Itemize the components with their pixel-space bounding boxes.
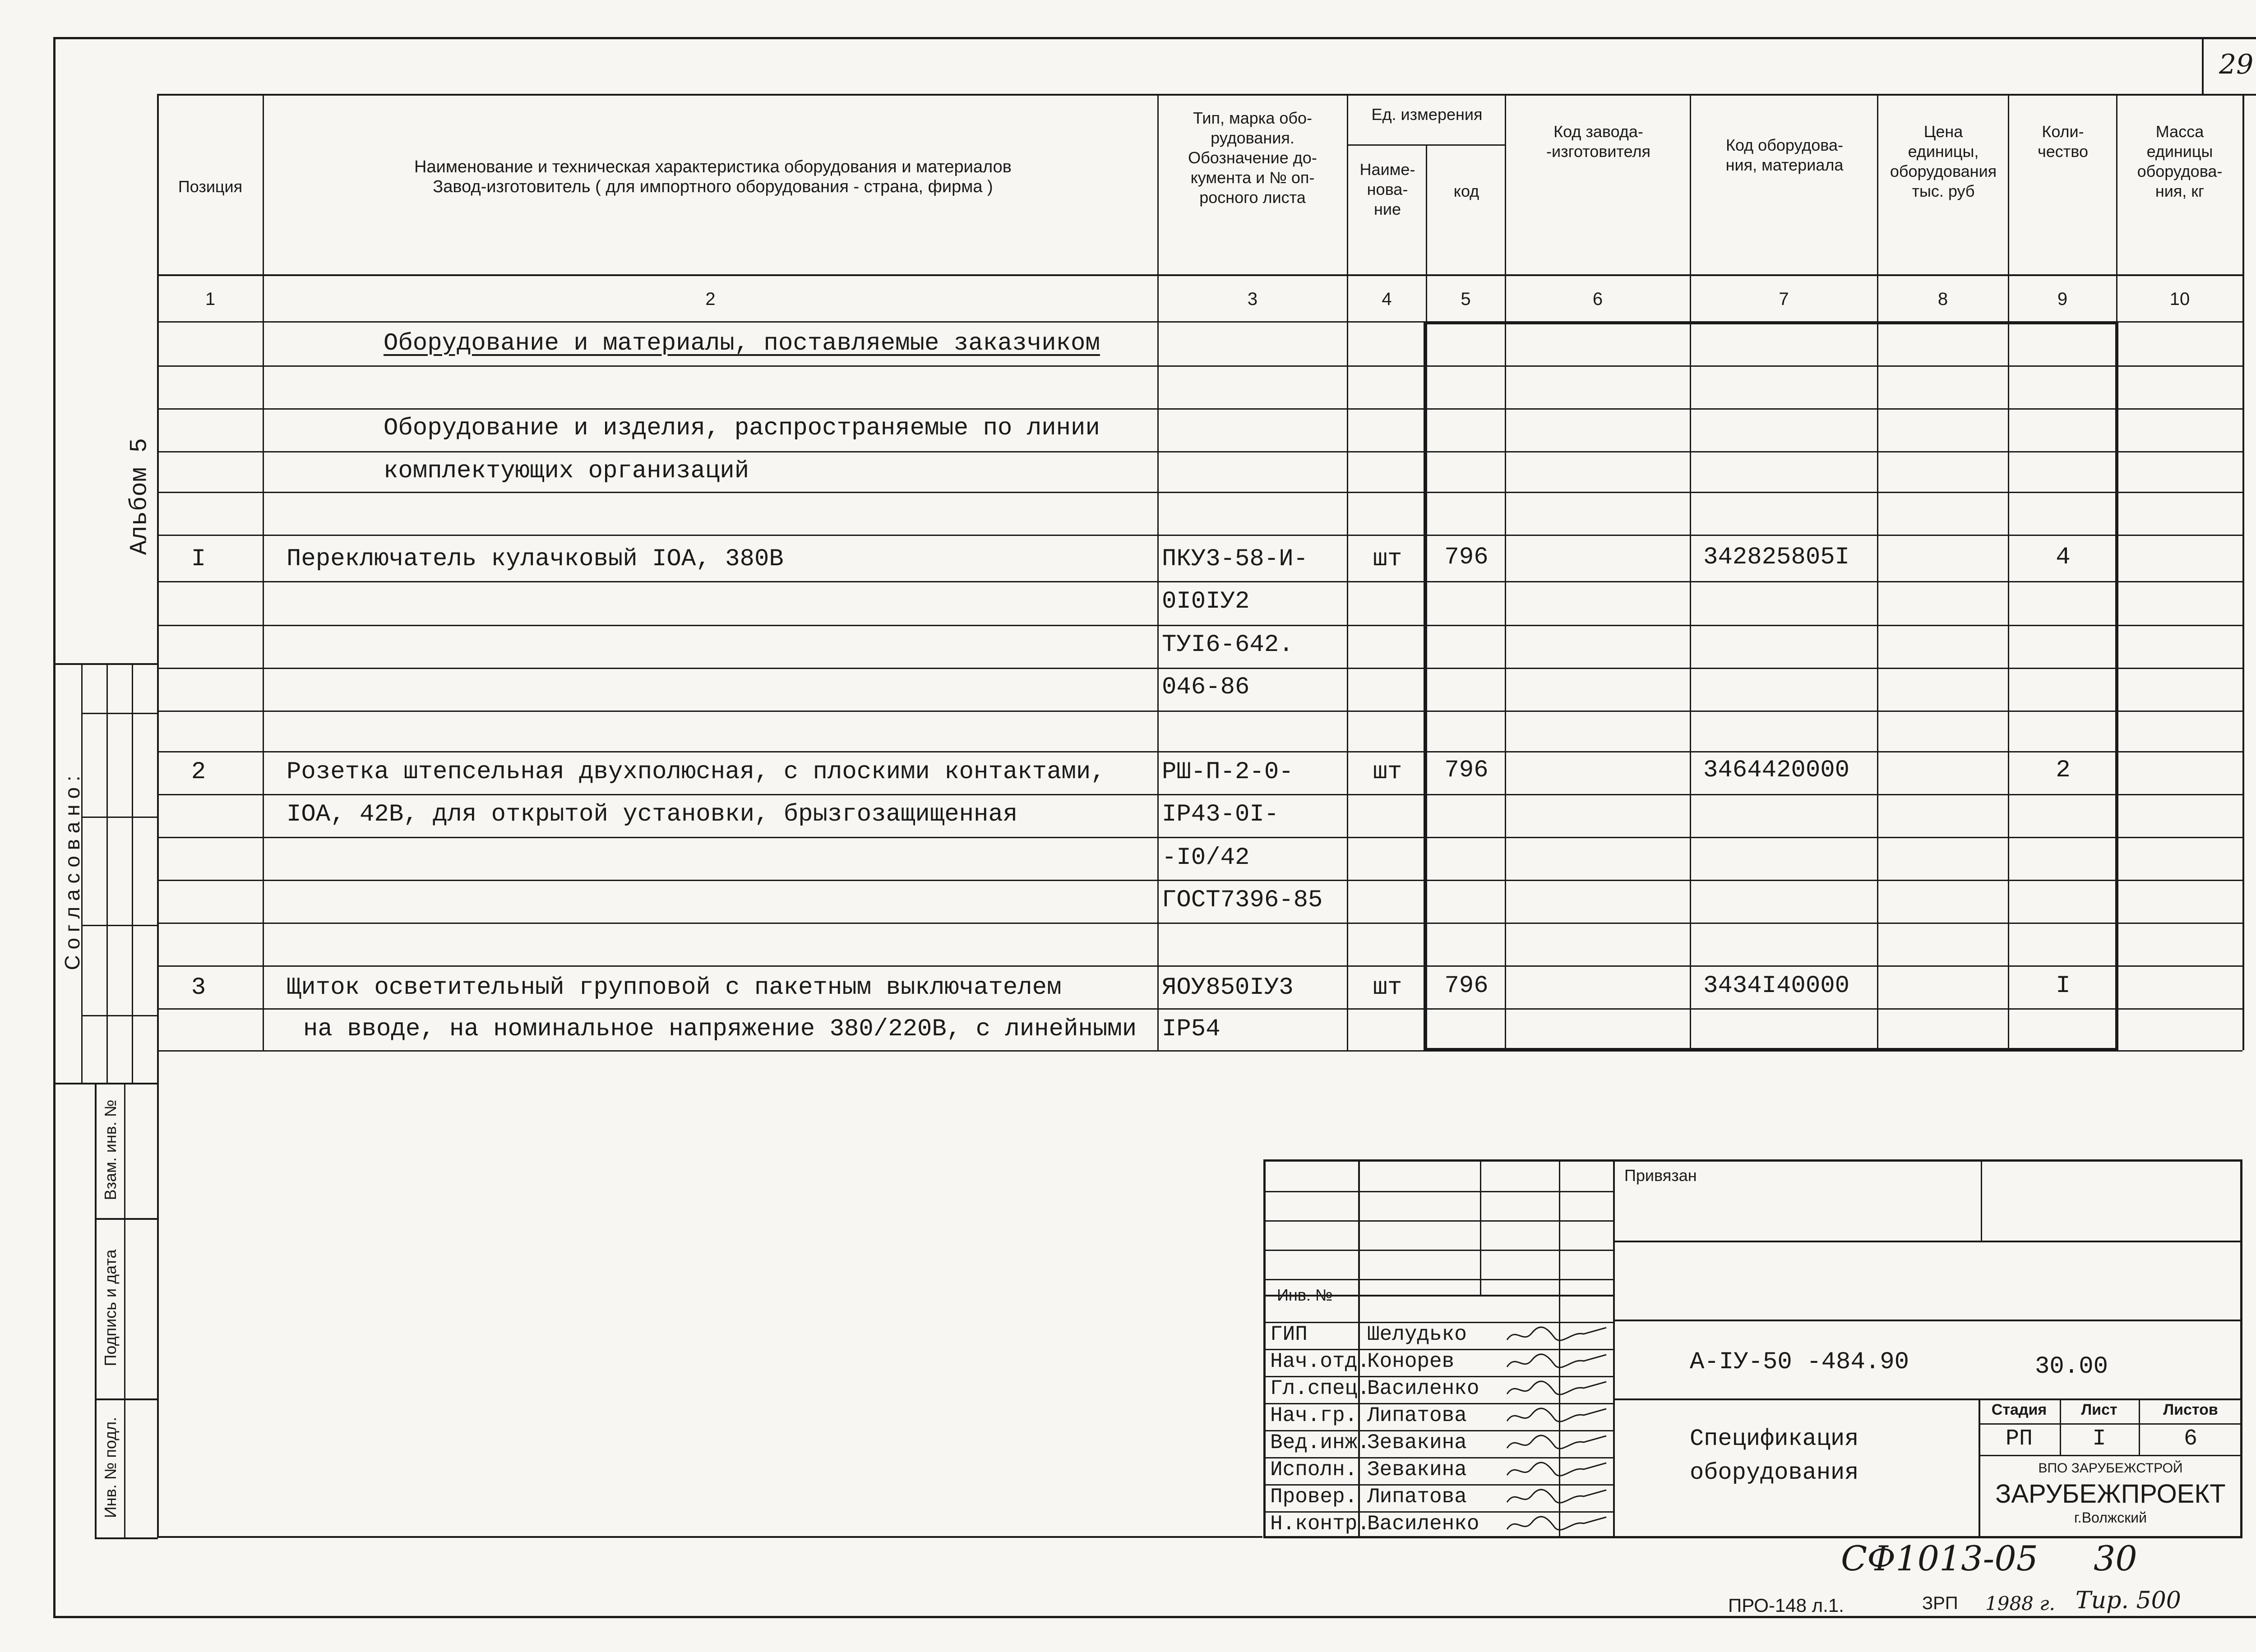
signature-scribble (1505, 1486, 1609, 1509)
signer-name: Липатова (1367, 1485, 1467, 1509)
signature-scribble (1505, 1432, 1609, 1455)
tb-v2 (1480, 1159, 1481, 1295)
signature-scribble (1505, 1514, 1609, 1536)
col-border-1 (263, 94, 264, 1050)
signer-role: ГИП (1270, 1323, 1308, 1346)
signature-scribble (1505, 1459, 1609, 1482)
item-2-name-1: Розетка штепсельная двухполюсная, с плоскими контактами, (287, 758, 1105, 786)
sheets-value: 6 (2183, 1426, 2197, 1452)
album-label: Альбом 5 (126, 438, 154, 555)
sheet-label: Лист (2081, 1401, 2117, 1418)
item-1-type-3: ТУI6-642. (1162, 631, 1294, 659)
header-material-code: Код оборудова- ния, материала (1725, 136, 1844, 174)
stamp-col-right (124, 1083, 125, 1537)
tb-v4 (1613, 1159, 1615, 1538)
agreed-row-3 (81, 925, 158, 926)
item-1-pos: I (191, 545, 206, 573)
tb-h2 (1263, 1220, 1613, 1222)
stamp-row-3 (95, 1537, 158, 1539)
colnum-8: 8 (1937, 289, 1948, 309)
item-3-unit-code: 796 (1444, 972, 1489, 1000)
header-price: Цена единицы, оборудования тыс. руб (1890, 122, 1997, 200)
colnum-10: 10 (2169, 289, 2190, 309)
tb-r-h1 (1613, 1241, 2242, 1242)
left-margin-line (157, 94, 159, 1537)
colnum-5: 5 (1461, 289, 1471, 309)
sheet-code: 30.00 (2035, 1353, 2108, 1380)
header-mass: Масса единицы оборудова- ния, кг (2137, 122, 2223, 200)
item-3-name-1: Щиток осветительный групповой с пакетным выключателем (287, 974, 1062, 1001)
signer-name: Зевакина (1367, 1458, 1467, 1481)
agreed-box-bottom (53, 1083, 158, 1084)
print-info-2: ЗРП (1922, 1593, 1958, 1613)
item-2-unit-code: 796 (1444, 757, 1489, 784)
section-title-customer: Оборудование и материалы, поставляемые заказчиком (384, 330, 1100, 357)
header-quantity: Коли- чество (2037, 122, 2088, 161)
signer-name: Василенко (1367, 1512, 1479, 1536)
tb-h4 (1263, 1279, 1613, 1280)
item-3-pos: 3 (191, 974, 206, 1001)
sheet-bottom-line (157, 1536, 1262, 1538)
item-1-material-code: 342825805I (1703, 544, 1850, 571)
signer-role: Нач.отд. (1270, 1350, 1370, 1373)
inv-podl-label: Инв. № подл. (101, 1417, 120, 1518)
signer-role: Гл.спец. (1270, 1377, 1370, 1400)
org-city: г.Волжский (2074, 1509, 2147, 1526)
colnum-9: 9 (2057, 289, 2068, 309)
org-small: ВПО ЗАРУБЕЖСТРОЙ (2038, 1461, 2183, 1476)
item-1-unit: шт (1373, 545, 1402, 573)
agreed-box-top (53, 663, 158, 665)
doc-title-1: Спецификация (1690, 1426, 1859, 1452)
item-2-material-code: 3464420000 (1703, 757, 1850, 784)
col-border-3 (1347, 94, 1348, 1050)
col-border-2 (1157, 94, 1159, 1050)
tb-r-h3 (1613, 1398, 2242, 1400)
item-3-name-2: на вводе, на номинальное напряжение 380/220В, с линейными (303, 1015, 1137, 1043)
signer-name: Липатова (1367, 1404, 1467, 1427)
signer-role: Провер. (1270, 1485, 1358, 1509)
item-3-material-code: 3434I40000 (1703, 972, 1850, 1000)
item-2-unit: шт (1373, 758, 1402, 786)
tb-r-h5 (1979, 1455, 2242, 1456)
colnum-6: 6 (1592, 289, 1603, 309)
archive-page: 30 (2094, 1538, 2137, 1578)
vzam-label: Взам. инв. № (101, 1099, 120, 1200)
header-units-group: Ед. измерения (1371, 105, 1483, 124)
agreed-row-2 (81, 817, 158, 818)
stage-value: РП (2005, 1426, 2033, 1452)
signer-name: Зевакина (1367, 1431, 1467, 1454)
item-1-name-1: Переключатель кулачковый IOA, 380В (287, 545, 784, 573)
item-1-type-2: 0I0IУ2 (1162, 588, 1250, 615)
doc-title-2: оборудования (1690, 1459, 1859, 1486)
header-position: Позиция (178, 177, 243, 196)
item-3-unit: шт (1373, 974, 1402, 1001)
tb-h3 (1263, 1250, 1613, 1251)
item-1-qty: 4 (2056, 544, 2071, 571)
header-name: Наименование и техническая характеристика оборудования и материалов Завод-изготовитель ( для импортного оборудования - страна, фирма ) (414, 157, 1012, 196)
signer-role: Н.контр. (1270, 1512, 1370, 1536)
sheet-value: I (2092, 1426, 2106, 1452)
colnum-7: 7 (1779, 289, 1789, 309)
privyazan-label: Привязан (1624, 1166, 1697, 1185)
item-2-type-2: IP43-0I- (1162, 801, 1279, 828)
tb-h1 (1263, 1191, 1613, 1192)
section-title-line1: Оборудование и изделия, распространяемые по линии (384, 415, 1100, 442)
colnum-4: 4 (1382, 289, 1392, 309)
agreed-row-4 (81, 1015, 158, 1016)
sheet-number: 29 (2219, 49, 2254, 80)
agreed-label: С о г л а с о в а н о : (60, 775, 84, 970)
signer-name: Шелудько (1367, 1323, 1467, 1346)
tb-r-h2 (1613, 1320, 2242, 1321)
inv-no-label: Инв. № (1277, 1286, 1333, 1304)
item-3-type-1: ЯОУ850IУ3 (1162, 974, 1294, 1001)
sheets-label: Листов (2163, 1401, 2218, 1418)
item-2-type-3: -I0/42 (1162, 844, 1250, 872)
item-1-unit-code: 796 (1444, 544, 1489, 571)
item-2-pos: 2 (191, 758, 206, 786)
doc-code: А-IУ-50 -484.90 (1690, 1348, 1909, 1376)
print-info-3: 1988 г. (1985, 1592, 2055, 1615)
tb-r-h4 (1979, 1423, 2242, 1425)
org-big: ЗАРУБЕЖПРОЕКТ (1995, 1479, 2226, 1509)
stamp-col-left (95, 1083, 97, 1537)
signer-role: Вед.инж. (1270, 1431, 1370, 1454)
header-type: Тип, марка обо- рудования. Обозначение до- кумента и № оп- росного листа (1188, 109, 1317, 207)
colnum-2: 2 (705, 289, 716, 309)
print-info-1: ПРО-148 л.1. (1728, 1595, 1844, 1616)
header-unit-name: Наиме- нова- ние (1359, 160, 1415, 218)
header-bottom-line (157, 274, 2242, 276)
podpis-label: Подпись и дата (101, 1249, 120, 1366)
colnum-1: 1 (205, 289, 216, 309)
item-3-type-2: IP54 (1162, 1015, 1220, 1043)
item-1-type-1: ПКУ3-58-И- (1162, 545, 1308, 573)
signature-scribble (1505, 1405, 1609, 1428)
signature-scribble (1505, 1351, 1609, 1374)
stamp-row-2 (95, 1398, 158, 1400)
signature-scribble (1505, 1378, 1609, 1401)
stamp-row-1 (95, 1218, 158, 1220)
signer-name: Конорев (1367, 1350, 1455, 1373)
signer-role: Нач.гр. (1270, 1404, 1358, 1427)
agreed-col-3 (132, 663, 133, 1083)
header-factory-code: Код завода- -изготовителя (1546, 122, 1650, 161)
section-title-line2: комплектующих организаций (384, 457, 749, 485)
item-3-qty: I (2056, 972, 2071, 1000)
col-border-10 (2242, 94, 2244, 1050)
signer-name: Василенко (1367, 1377, 1479, 1400)
item-2-qty: 2 (2056, 757, 2071, 784)
signature-scribble (1505, 1324, 1609, 1347)
tb-r-v1 (1981, 1159, 1982, 1241)
item-2-type-1: РШ-П-2-0- (1162, 758, 1294, 786)
stage-label: Стадия (1991, 1401, 2047, 1418)
highlight-block (1424, 321, 2118, 1051)
header-unit-code: код (1453, 182, 1479, 200)
archive-code: СФ1013-05 (1841, 1538, 2039, 1578)
item-2-name-2: IOA, 42В, для открытой установки, брызгозащищенная (287, 801, 1018, 828)
table-top-border (157, 94, 2242, 96)
colnum-3: 3 (1247, 289, 1258, 309)
agreed-col-2 (106, 663, 108, 1083)
agreed-row-1 (81, 713, 158, 714)
item-1-type-4: 046-86 (1162, 674, 1250, 701)
signer-role: Исполн. (1270, 1458, 1358, 1481)
print-info-4: Тир. 500 (2076, 1587, 2181, 1614)
item-2-type-4: ГОСТ7396-85 (1162, 886, 1323, 914)
